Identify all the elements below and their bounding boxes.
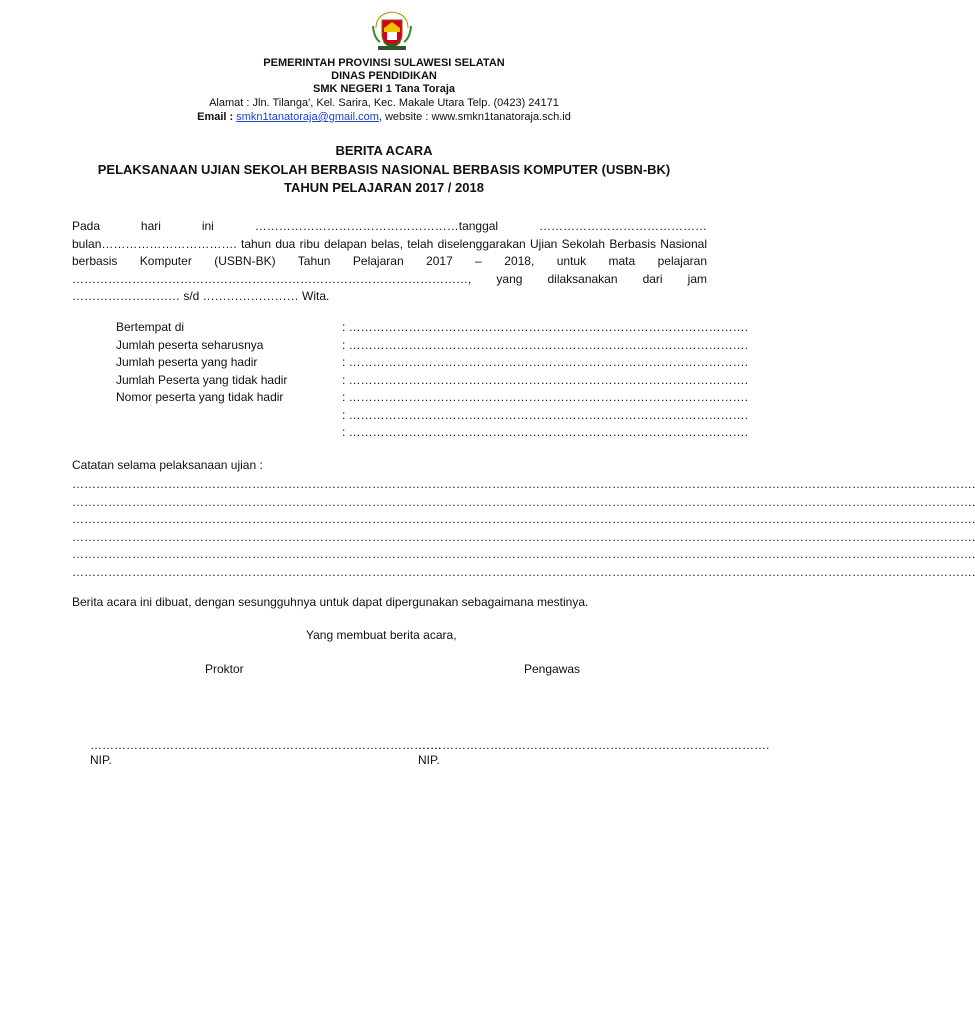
field-value-line[interactable]: : ……………………………………………………………………………………….	[342, 355, 749, 369]
proctor-label: Proktor	[205, 662, 244, 676]
supervisor-label: Pengawas	[524, 662, 581, 676]
field-label: Nomor peserta yang tidak hadir	[116, 390, 284, 404]
field-value-line[interactable]: : ……………………………………………………………………………………….	[342, 425, 749, 439]
supervisor-nip: NIP.	[418, 753, 440, 767]
closing-statement: Berita acara ini dibuat, dengan sesungguhnya untuk dapat dipergunakan sebagaimana mestinya.	[72, 595, 589, 609]
header-school: SMK NEGERI 1 Tana Toraja	[312, 83, 455, 95]
header-contact	[0, 110, 768, 124]
header-department: DINAS PENDIDIKAN	[331, 70, 437, 82]
website-text: , website : www.smkn1tanatoraja.sch.id	[378, 111, 571, 123]
document-subtitle: PELAKSANAAN UJIAN SEKOLAH BERBASIS NASIONAL BERBASIS KOMPUTER (USBN-BK)	[97, 162, 671, 177]
proctor-nip: NIP.	[90, 753, 112, 767]
notes-line[interactable]: ……………………………………………………………………………………………………………………………………………………………………………………………………….	[72, 564, 975, 579]
field-value-line[interactable]: : ……………………………………………………………………………………….	[342, 337, 749, 352]
supervisor-signature-line: …………………………………………………………………………….	[418, 738, 770, 752]
email-label: Email :	[197, 111, 237, 123]
document-title: BERITA ACARA	[335, 143, 433, 158]
signature-heading: Yang membuat berita acara,	[306, 628, 457, 642]
document-year: TAHUN PELAJARAN 2017 / 2018	[284, 180, 484, 195]
notes-line[interactable]: ……………………………………………………………………………………………………………………………………………………………………………………………………….	[72, 477, 975, 491]
intro-paragraph: Pada hari ini ……………………………………………tanggal ……………………………………bulan……………………………. tahun dua ribu delapan belas, telah diselenggarakan Ujian Sekolah Berbasis Nasional berbasis Komputer (USBN-BK) Tahun Pelajaran 2017 – 2018, untuk mata pelajaran ………………………………………………………………………………………, yang dilaksanakan dari jam ……………………… s/d …………………… Wita.	[72, 219, 707, 303]
field-row	[116, 337, 749, 354]
email-link[interactable]: smkn1tanatoraja@gmail.com	[236, 111, 379, 123]
field-label: Jumlah Peserta yang tidak hadir	[116, 372, 288, 387]
field-label: Jumlah peserta seharusnya	[116, 337, 264, 352]
field-row	[116, 389, 749, 406]
field-label: Bertempat di	[116, 320, 185, 334]
field-row	[116, 424, 749, 441]
field-row	[116, 372, 749, 389]
notes-line[interactable]: ……………………………………………………………………………………………………………………………………………………………………………………………………….	[72, 529, 975, 544]
field-row	[116, 354, 749, 371]
header-government: PEMERINTAH PROVINSI SULAWESI SELATAN	[263, 57, 505, 69]
field-row	[116, 407, 749, 424]
notes-line[interactable]: ……………………………………………………………………………………………………………………………………………………………………………………………………….	[72, 547, 975, 561]
notes-line[interactable]: ……………………………………………………………………………………………………………………………………………………………………………………………………….	[72, 494, 975, 509]
field-row	[116, 319, 749, 336]
notes-label: Catatan selama pelaksanaan ujian :	[72, 458, 263, 472]
field-value-line[interactable]: : ……………………………………………………………………………………….	[342, 372, 749, 387]
field-value-line[interactable]: : ……………………………………………………………………………………….	[342, 407, 749, 422]
field-value-line[interactable]: : ……………………………………………………………………………………….	[342, 320, 749, 334]
proctor-signature-line: …………………………………………………………………………….	[90, 738, 442, 752]
field-label: Jumlah peserta yang hadir	[116, 355, 258, 369]
header-address: Alamat : Jln. Tilanga', Kel. Sarira, Kec. Makale Utara Telp. (0423) 24171	[209, 97, 559, 109]
notes-line[interactable]: ……………………………………………………………………………………………………………………………………………………………………………………………………….	[72, 512, 975, 526]
provincial-crest-icon	[370, 8, 414, 52]
field-value-line[interactable]: : ……………………………………………………………………………………….	[342, 390, 749, 404]
